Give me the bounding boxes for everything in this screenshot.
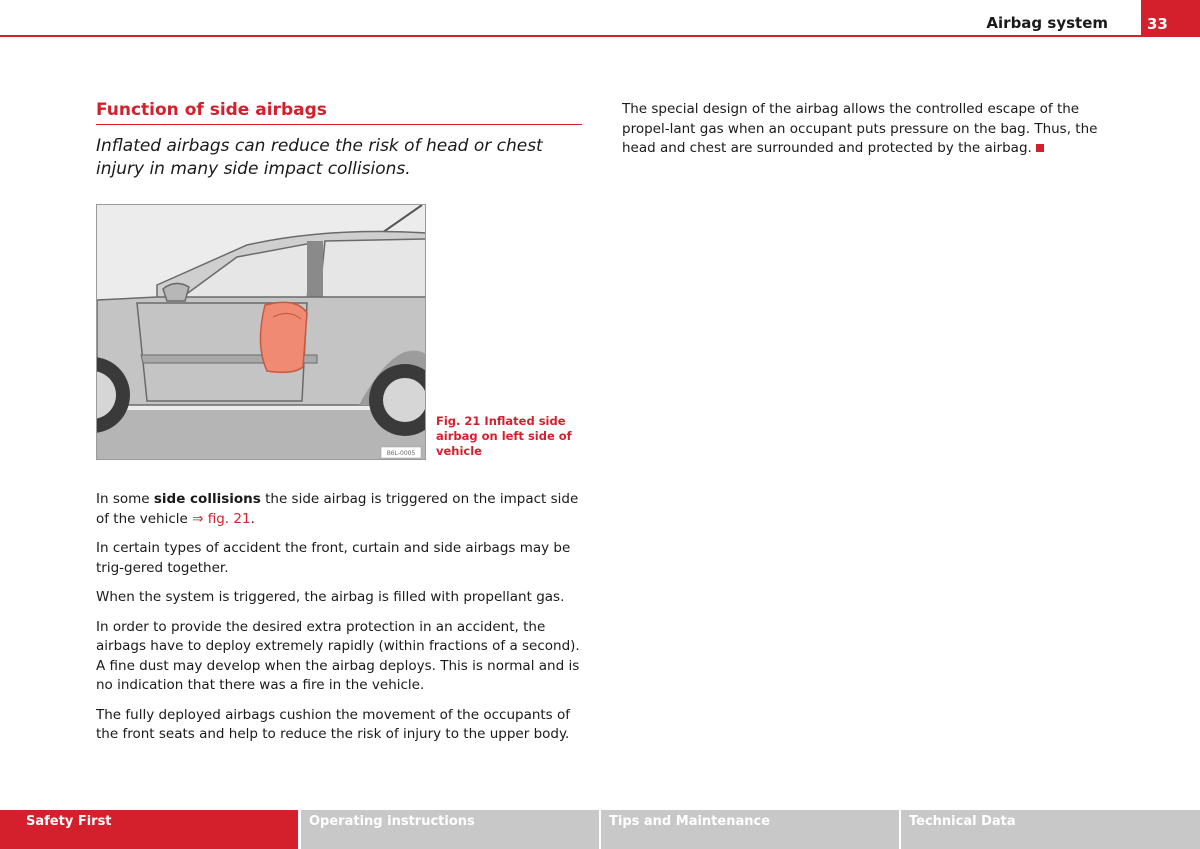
section-intro: Inflated airbags can reduce the risk of head or chest injury in many side impact collisions. (96, 136, 543, 179)
image-code: B6L-0005 (386, 450, 416, 457)
tab-technical-data[interactable]: Technical Data (901, 810, 1200, 849)
airbag-shape (260, 302, 307, 372)
section-header (96, 100, 582, 181)
tab-safety-first[interactable]: Safety First (0, 810, 298, 849)
paragraph: In certain types of accident the front, curtain and side airbags may be trig-gered together. (96, 540, 571, 576)
paragraph: When the system is triggered, the airbag is filled with propellant gas. (96, 589, 565, 605)
caption-line: Fig. 21 Inflated side (436, 414, 566, 428)
paragraph: In some side collisions the side airbag is triggered on the impact side of the vehicle ⇒ fig. 21. (96, 491, 579, 527)
body-text-right (622, 100, 1112, 159)
figure-reference-link[interactable]: ⇒ fig. 21 (192, 510, 251, 527)
header-rule (0, 35, 1200, 37)
footer-nav (0, 810, 1200, 849)
body-text-left (96, 490, 582, 755)
tab-operating-instructions[interactable]: Operating instructions (301, 810, 599, 849)
paragraph: The special design of the airbag allows the controlled escape of the propel-lant gas when an occupant puts pressure on the bag. Thus, the head and chest are surrounded and protected by the airbag. (622, 101, 1098, 156)
paragraph: The fully deployed airbags cushion the movement of the occupants of the front seats and help to reduce the risk of injury to the upper body. (96, 706, 571, 742)
figure-caption (436, 414, 576, 459)
paragraph: In order to provide the desired extra protection in an accident, the airbags have to deploy extremely rapidly (within fractions of a second). A fine dust may develop when the airbag deploys. This is normal and is no indication that there was a fire in the vehicle. (96, 618, 580, 693)
car-figure (96, 204, 426, 460)
tab-tips-and-maintenance[interactable]: Tips and Maintenance (601, 810, 899, 849)
car-side-airbag-illustration (97, 205, 426, 460)
caption-line: airbag on left side of (436, 429, 572, 443)
caption-line: vehicle (436, 444, 482, 458)
chapter-title: Airbag system (986, 14, 1108, 32)
page-number: 33 (1141, 0, 1200, 37)
end-of-section-marker (1036, 144, 1044, 152)
section-title: Function of side airbags (96, 100, 582, 125)
